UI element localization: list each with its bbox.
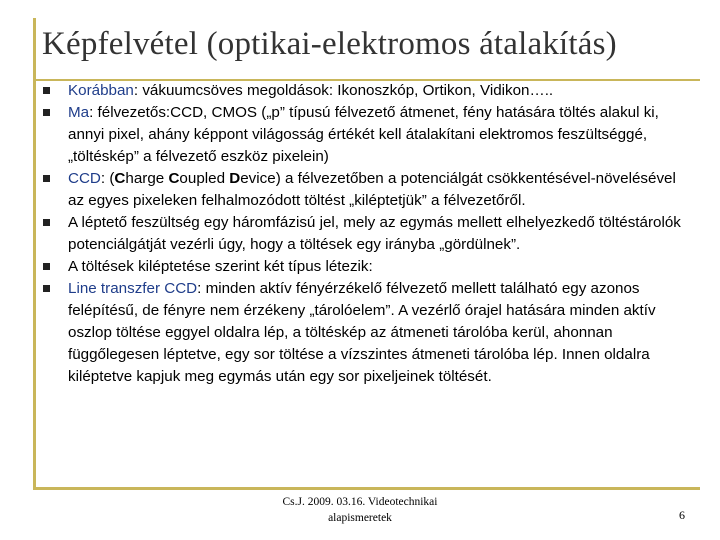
page-number: 6 — [679, 508, 685, 522]
bullet-term: Korábban — [68, 82, 134, 99]
bullet-text: A léptető feszültség egy háromfázisú jel, mely az egymás mellett elhelyezkedő töltéstárolók potenciálgátját vezérli úgy, hogy a töltések egy irányba „gördülnek”. — [68, 214, 681, 253]
ccd-word-rest2: oupled — [179, 170, 230, 187]
bullet-list — [40, 80, 685, 388]
bullet-term: Line transzfer CCD — [68, 280, 198, 297]
square-bullet-icon — [43, 87, 50, 94]
ccd-letter-d: D — [229, 170, 241, 187]
bullet-term: Ma — [68, 104, 90, 121]
bullet-ma — [40, 102, 685, 168]
bullet-text: : vákuumcsöves megoldások: Ikonoszkóp, Ortikon, Vidikon….. — [133, 82, 554, 99]
square-bullet-icon — [43, 175, 50, 182]
left-frame-line — [33, 18, 36, 488]
bullet-ccd — [40, 168, 685, 212]
footer — [260, 494, 460, 526]
bullet-text: : félvezetős:CCD, CMOS („p” típusú félvezető átmenet, fény hatására töltés alakul ki, annyi pixel, ahány képpont világosság értékét kell átalakítani elektromos feszültséggé, „töltéskép” a félvezető eszköz pixelein) — [68, 104, 659, 165]
ccd-letter-c1: C — [114, 170, 126, 187]
ccd-open: : ( — [100, 170, 115, 187]
bullet-text: : minden aktív fényérzékelő félvezető mellett található egy azonos felépítésű, de fényre nem érzékeny „tárolóelem”. A vezérlő órajel hatására minden aktív oszlop töltése eggyel oldalra lép, a töltéskép az átmeneti tárolóba kerül, ahonnan függőlegesen léptetve, egy sor töltése a vízszintes átmeneti tárolóba lép. Innen oldalra kiléptetve kapjuk meg egymás után egy sor pixeljeinek töltését. — [68, 280, 656, 385]
bullet-line-transzfer — [40, 278, 685, 388]
footer-line-1: Cs.J. 2009. 03.16. Videotechnikai — [282, 496, 438, 508]
bullet-term: CCD — [68, 170, 101, 187]
bullet-lepteto — [40, 212, 685, 256]
ccd-word-rest1: harge — [125, 170, 169, 187]
bullet-text: ) a félvezetőben a potenciálgát csökkentésével-növelésével az egyes pixeleken felhalmozódott töltést „kiléptetjük” a félvezetőről. — [68, 170, 676, 209]
bullet-tipusok — [40, 256, 685, 278]
footer-line-2: alapismeretek — [328, 512, 392, 524]
square-bullet-icon — [43, 285, 50, 292]
square-bullet-icon — [43, 263, 50, 270]
square-bullet-icon — [43, 109, 50, 116]
square-bullet-icon — [43, 219, 50, 226]
slide-title: Képfelvétel (optikai-elektromos átalakítás) — [42, 26, 617, 62]
ccd-word-rest3: evice — [240, 170, 276, 187]
bottom-frame-line — [33, 487, 700, 490]
ccd-letter-c2: C — [168, 170, 180, 187]
bullet-text: A töltések kiléptetése szerint két típus létezik: — [68, 258, 373, 275]
bullet-korabban — [40, 80, 685, 102]
